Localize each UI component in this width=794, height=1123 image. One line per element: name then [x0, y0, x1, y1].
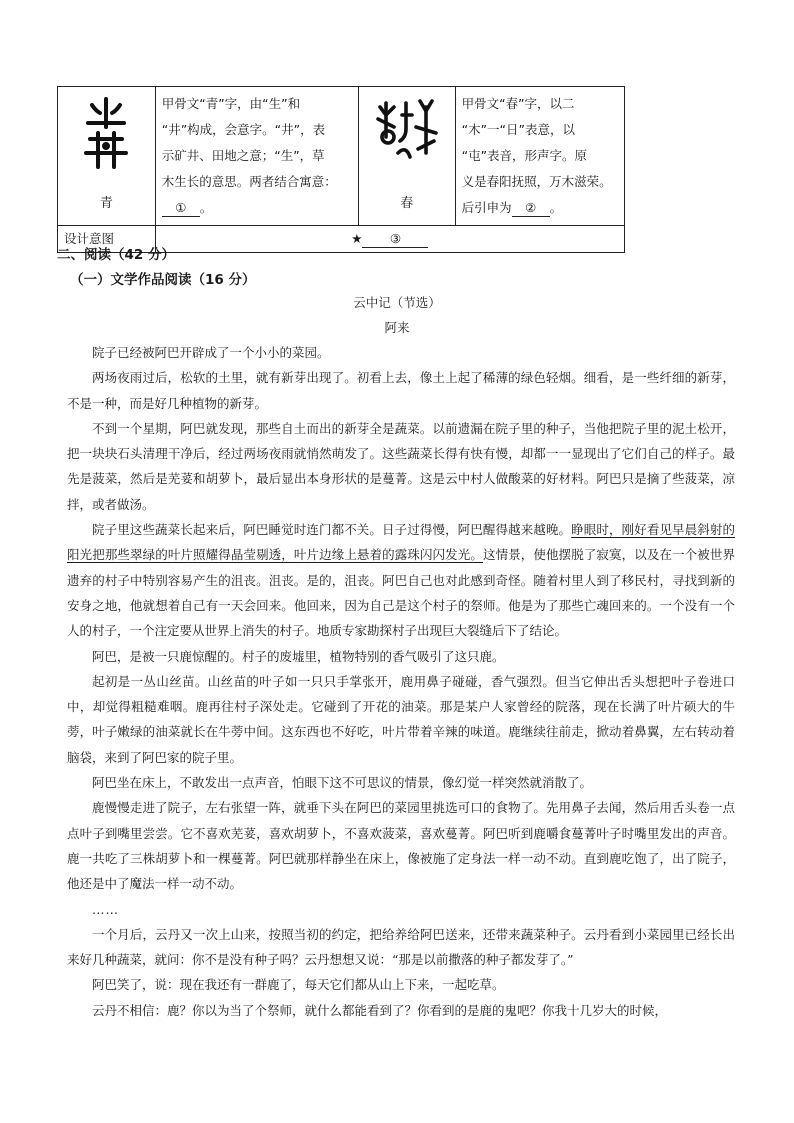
section-subheading: （一）文学作品阅读（16 分） — [70, 272, 256, 288]
qing-desc-line-4: 木生长的意思。两者结合寓意： — [161, 174, 337, 189]
chun-desc-line-1: 甲骨文“春”字，以二 — [461, 96, 575, 111]
chun-desc-prefix: 后引申为 — [461, 200, 512, 215]
paragraph: 阿巴坐在床上，不敢发出一点声音，怕眼下这不可思议的情景，像幻觉一样突然就消散了。 — [92, 775, 593, 791]
paragraph: 起初是一丛山丝苗。山丝苗的叶子如一只只手掌张开，鹿用鼻子碰碰，香气强烈。但当它伸出舌头想把叶子卷进口中，却觉得粗糙难咽。鹿再往村子深处走。它碰到了开花的油菜。那是某户人家曾经的院落，现在长满了叶片硕大的牛蒡，叶子嫩绿的油菜就长在牛蒡中间。这东西也不好吃，叶片带着辛辣的味道。鹿继续往前走，掀动着鼻翼，左右转动着脑袋，来到了阿巴家的院子里。 — [67, 673, 735, 765]
paragraph: 鹿慢慢走进了院子，左右张望一阵，就垂下头在阿巴的菜园里挑选可口的食物了。先用鼻子去闻，然后用舌头卷一点点叶子到嘴里尝尝。它不喜欢芜荽，喜欢胡萝卜，不喜欢菠菜，喜欢蔓菁。阿巴听到鹿嚼食蔓菁叶子时嘴里发出的声音。鹿一共吃了三株胡萝卜和一棵蔓菁。阿巴就那样静坐在床上，像被施了定身法一样一动不动。直到鹿吃饱了，出了院子，他还是中了魔法一样一动不动。 — [67, 800, 735, 892]
chun-description — [455, 87, 624, 226]
article-body — [67, 340, 735, 1023]
underlined-sentence: 睁眼时，刚好看见早晨斜射的阳光把那些翠绿的叶片照耀得晶莹剔透，叶片边缘上悬着的露珠闪闪发光。 — [67, 522, 735, 563]
oracle-qing-glyph-icon — [76, 93, 136, 171]
chun-desc-line-4: 义是春阳抚照，万木滋荣。 — [461, 174, 612, 189]
star-icon: ★ — [351, 231, 363, 246]
blank-3[interactable]: ③ — [362, 231, 428, 248]
blank-2[interactable]: ② — [512, 200, 550, 217]
qing-desc-line-1: 甲骨文“青”字，由“生”和 — [161, 96, 301, 111]
paragraph-text: 院子里这些蔬菜长起来后，阿巴睡觉时连门都不关。日子过得慢，阿巴醒得越来越晚。 — [92, 522, 572, 538]
paragraph: 院子已经被阿巴开辟成了一个小小的菜园。 — [92, 345, 330, 360]
chun-desc-line-2: “木”一“日”表意，以 — [461, 122, 576, 137]
paragraph: 阿巴，是被一只鹿惊醒的。村子的废墟里，植物特别的香气吸引了这只鹿。 — [92, 648, 505, 664]
character-table — [57, 86, 625, 253]
ellipsis: …… — [92, 901, 119, 917]
qing-description — [155, 87, 358, 226]
article-author: 阿来 — [384, 320, 410, 335]
glyph-cell-chun — [358, 87, 455, 226]
glyph-cell-qing — [58, 87, 156, 226]
article-title: 云中记（节选） — [353, 295, 441, 310]
design-intent-value — [155, 226, 624, 253]
qing-desc-line-3: 示矿井、田地之意；“生”，草 — [161, 148, 325, 163]
chun-desc-line-3: “屯”表音，形声字。原 — [461, 148, 588, 163]
paragraph — [67, 517, 735, 643]
paragraph-text: 这情景，使他摆脱了寂寞，以及在一个被世界遗弃的村子中特别容易产生的沮丧。沮丧。是的，沮丧。阿巴自己也对此感到奇怪。随着村里人到了移民村，寻找到新的安身之地，他就想着自己有一天会回来。他回来，因为自己是这个村子的祭师。他是为了那些亡魂回来的。一个没有一个人的村子，一个注定要从世界上消失的村子。地质专家勘探村子出现巨大裂缝后下了结论。 — [67, 547, 735, 639]
chun-desc-end: 。 — [549, 200, 563, 215]
design-intent-label: 设计意图 — [58, 226, 156, 253]
paragraph: 一个月后，云丹又一次上山来，按照当初的约定，把给养给阿巴送来，还带来蔬菜种子。云丹看到小菜园里已经长出来好几种蔬菜，就问：你不是没有种子吗？云丹想想又说：“那是以前撒落的种子都发芽了。” — [67, 926, 735, 968]
qing-desc-end: 。 — [199, 200, 213, 215]
section-heading: 二、阅读（42 分） — [57, 247, 175, 263]
paragraph: 阿巴笑了，说：现在我还有一群鹿了，每天它们都从山上下来，一起吃草。 — [92, 977, 505, 993]
char-qing: 青 — [99, 196, 113, 211]
blank-1[interactable]: ① — [162, 200, 200, 217]
paragraph: 不到一个星期，阿巴就发现，那些自土而出的新芽全是蔬菜。以前遗漏在院子里的种子，当他把院子里的泥土松开，把一块块石头清理干净后，经过两场夜雨就悄然萌发了。这些蔬菜长得有快有慢，却都一一显现出了它们自己的样子。最先是菠菜，然后是芜荽和胡萝卜，最后显出本身形状的是蔓菁。这是云中村人做酸菜的好材料。阿巴只是摘了些菠菜，凉拌，或者做汤。 — [67, 420, 735, 512]
paragraph: 云丹不相信：鹿？你以为当了个祭师，就什么都能看到了？你看到的是鹿的鬼吧？你我十几岁大的时候， — [92, 1002, 668, 1018]
char-chun: 春 — [400, 196, 414, 211]
qing-desc-line-2: “井”构成，会意字。“井”，表 — [161, 122, 326, 137]
paragraph: 两场夜雨过后，松软的土里，就有新芽出现了。初看上去，像土上起了稀薄的绿色轻烟。细看，是一些纤细的新芽，不是一种，而是好几种植物的新芽。 — [67, 370, 735, 411]
oracle-chun-glyph-icon — [372, 93, 442, 171]
